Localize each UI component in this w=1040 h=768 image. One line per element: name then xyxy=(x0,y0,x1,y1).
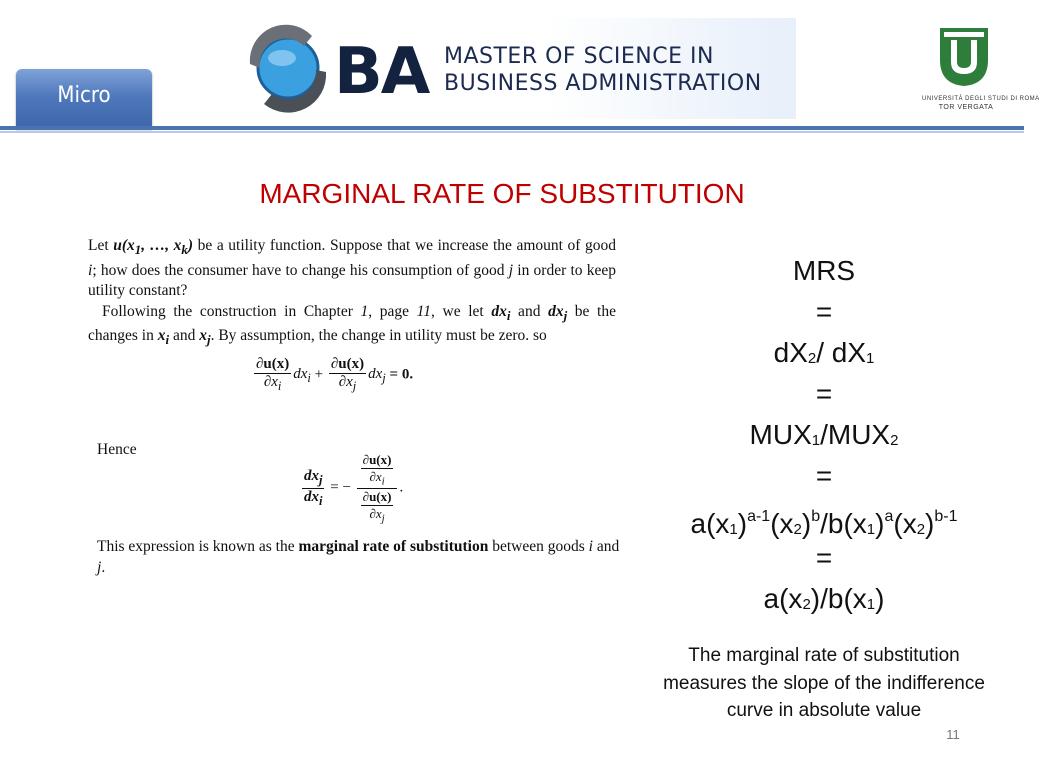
equals-sign: = xyxy=(815,378,833,409)
page-title: MARGINAL RATE OF SUBSTITUTION xyxy=(259,178,745,209)
textbook-excerpt: Let $u(x_1$, …, $x_k$) be a utility function. Suppose that we increase the amount of good i; how does the consumer have to change his consumption of good j in order to keep utility constant? Following the construction in Chapter 1, page 11, we let $dx_i$ and $dx_j$ be the changes in $x_i$ and $x_j$. By assumption, the change in utility must be zero. so xyxy=(88,237,617,348)
equals-sign: = xyxy=(815,542,833,573)
university-logo xyxy=(922,16,1040,118)
university-caption-2: TOR VERGATA xyxy=(938,104,994,111)
university-shield-icon xyxy=(938,26,990,88)
conclusion-text: This expression is known as the marginal rate of substitution between goods i and j. xyxy=(97,538,620,576)
section-tab-label: Micro xyxy=(57,83,111,108)
mrs-dx-ratio: dX2/ dX1 xyxy=(773,337,875,368)
mrs-formula-column xyxy=(654,250,994,619)
equals-sign: = xyxy=(815,460,833,491)
mrs-marginal-utility-ratio: MUX1/MUX2 xyxy=(749,419,899,450)
hence-label: Hence xyxy=(97,441,137,458)
equals-sign: = xyxy=(815,296,833,327)
banner-line-1: MASTER OF SCIENCE IN xyxy=(444,44,714,69)
mrs-explanation-note: The marginal rate of substitution measures the slope of the indifference curve in absolute value xyxy=(663,645,985,721)
banner-line-2: BUSINESS ADMINISTRATION xyxy=(444,71,762,96)
page-number: 11 xyxy=(946,727,960,742)
ba-swirl-logo-icon xyxy=(242,24,328,110)
university-caption-1: UNIVERSITÀ DEGLI STUDI DI ROMA xyxy=(922,96,1040,102)
mrs-heading: MRS xyxy=(792,255,856,286)
total-differential-equation: $\frac{\partial u(x)}{\partial x_i}$ $dx_i$ + $\frac{\partial u(x)}{\partial x_j}$ $dx_j = 0$. xyxy=(256,356,414,393)
ba-wordmark: BA xyxy=(334,35,429,109)
mrs-derivation-equation: $\frac{dx_j}{dx_i}$ = − $\frac{\frac{\partial u(x)}{\partial x_i}}{\frac{\partial u(x)}{\partial x_j}}$ . xyxy=(304,452,404,525)
program-banner xyxy=(238,18,796,119)
mrs-cobb-douglas-ratio: $a(x1)^{a-1}(x2)^b/b(x1)^a(x2)^{b-1}$ xyxy=(690,508,958,539)
section-tab-micro xyxy=(16,69,152,129)
header-rule xyxy=(0,126,1024,130)
header-rule-shadow xyxy=(0,131,1024,133)
mrs-simplified: a(x2)/b(x1) xyxy=(763,583,885,614)
